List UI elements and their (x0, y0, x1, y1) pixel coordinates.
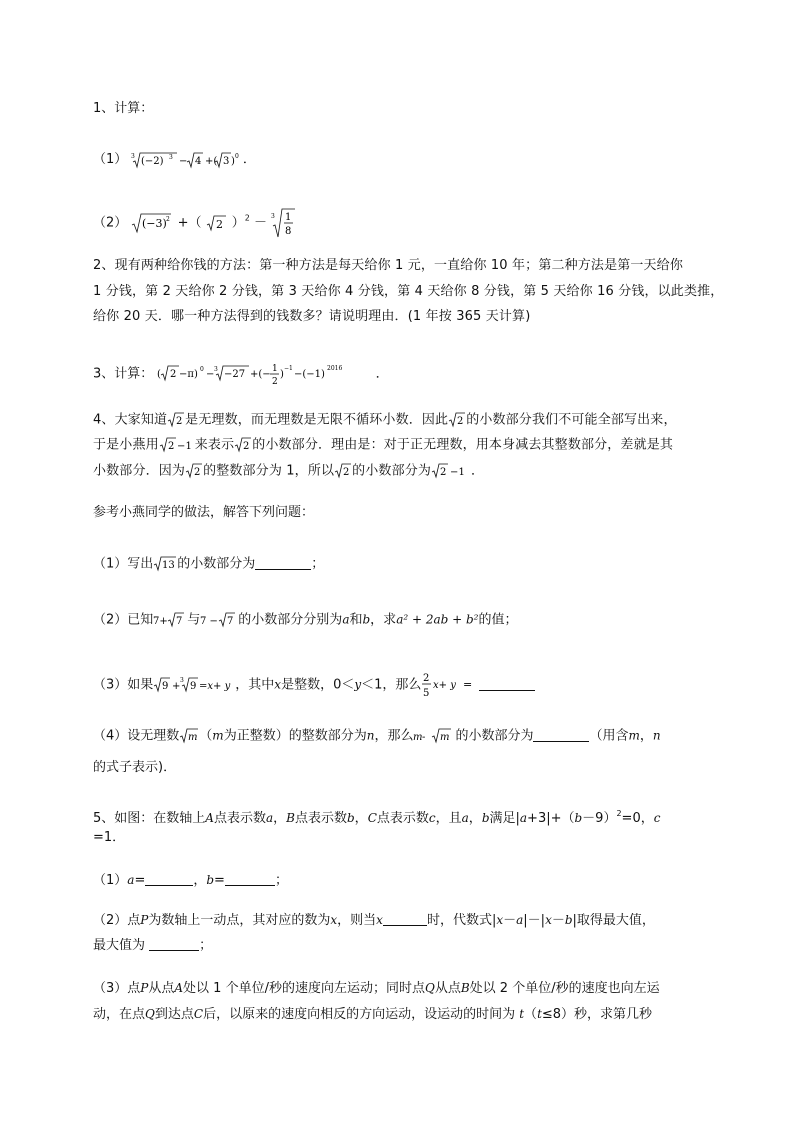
q5-sub1 (93, 872, 288, 889)
q4-s1-answer-blank[interactable] (255, 557, 311, 570)
q5-l1-h: ， (468, 811, 482, 826)
svg-text:0: 0 (200, 366, 205, 373)
var-m: m (628, 728, 640, 743)
q4-s4-e: 的小数部分为 (455, 728, 534, 744)
svg-text:3: 3 (271, 213, 275, 220)
sqrt13-icon (153, 555, 177, 573)
q4-s4-b: （ (199, 728, 213, 744)
q5-s1-d: = (214, 873, 225, 888)
svg-text:1: 1 (285, 212, 292, 223)
q4-l1-a: 4、大家知道 (93, 412, 168, 428)
q4-line3 (93, 462, 484, 480)
var-P: P (140, 981, 149, 995)
svg-text:−1: −1 (176, 441, 192, 452)
svg-text:+(: +( (205, 156, 218, 167)
svg-text:−1: −1 (284, 365, 294, 372)
sqrt2-icon (334, 462, 352, 480)
var-a: a (516, 913, 524, 927)
q1-part1-tail: ． (242, 152, 256, 167)
svg-text:7: 7 (227, 616, 234, 627)
q5-s1-a: （1） (93, 873, 128, 888)
q1-part2 (93, 206, 297, 240)
q5-s1-b: = (134, 873, 146, 888)
var-x: x (376, 913, 383, 927)
var-b: b (564, 913, 573, 927)
q4-l3-d: ． (471, 463, 485, 479)
q5-s1-c: ， (193, 873, 207, 888)
q5-s2-g: － (551, 913, 565, 928)
var-c: c (653, 811, 661, 825)
svg-text:7+: 7+ (153, 616, 169, 627)
var-C: C (367, 811, 377, 825)
seven-plus-sqrt7-icon (153, 611, 187, 629)
svg-text:3: 3 (180, 677, 185, 684)
var-B: B (286, 811, 295, 825)
m-minus-sqrt-m-svg (413, 727, 455, 745)
var-t: t (519, 1007, 525, 1021)
var-x: x (274, 677, 282, 692)
q5-l1-a: 5、如图：在数轴上 (93, 811, 206, 826)
q5-l1-k: －9） (582, 811, 617, 826)
s3-expression-svg (153, 676, 235, 694)
sqrt2-minus1-icon (159, 436, 195, 454)
q5-s2-e: － (503, 913, 517, 928)
var-a: a (519, 811, 528, 825)
q2-line2: 1 分钱，第 2 天给你 2 分钱，第 3 天给你 4 分钱，第 4 天给你 8 分钱，第 5 天给你 16 分钱，以此类推， (93, 284, 724, 299)
q5-s2-f: |－| (523, 913, 546, 928)
svg-text:m: m (188, 732, 198, 743)
q4-l2-b: 来表示 (194, 437, 235, 453)
svg-text:2: 2 (170, 369, 177, 380)
svg-text:2: 2 (272, 377, 279, 387)
q4-s4-answer-blank[interactable] (533, 729, 589, 742)
q5-s2-line2: 最大值为 (93, 938, 146, 953)
q5-l1-i: 满足| (489, 811, 520, 826)
var-b: b (206, 873, 215, 887)
q4-s4-c: 为正整数）的整数部分为 (223, 728, 367, 744)
q5-l1-e: ， (354, 811, 368, 826)
var-b: b (481, 811, 490, 825)
svg-text:2: 2 (423, 673, 430, 684)
q5-l1-c: ， (273, 811, 287, 826)
svg-text:m: m (440, 732, 450, 743)
q4-line1 (93, 411, 677, 429)
svg-text:+(−: +(− (250, 369, 272, 380)
svg-text:3: 3 (223, 156, 230, 167)
q5-l1-f: 点表示数 (376, 811, 429, 826)
var-b: b (346, 811, 355, 825)
svg-text:(−2): (−2) (141, 156, 164, 167)
q5-l1-l: =0， (621, 811, 654, 826)
q4-s2-c: 的小数部分分别为 (238, 612, 343, 628)
svg-text:x+ y: x+ y (433, 680, 457, 691)
svg-text:−27: −27 (224, 369, 246, 380)
svg-text:5: 5 (423, 688, 430, 699)
var-x: x (545, 913, 552, 927)
var-n: n (366, 728, 375, 743)
q4-s3-c: 是整数，0＜ (281, 677, 355, 693)
q5-a-answer-blank[interactable] (145, 873, 193, 886)
q5-s2-d: 时，代数式| (426, 913, 497, 928)
var-C: C (193, 1007, 204, 1021)
seven-minus-sqrt7-icon (200, 611, 238, 629)
sqrt2-icon (167, 411, 185, 429)
q4-s2-f: 的值； (478, 612, 518, 628)
q4-s2-a: （2）已知 (93, 612, 154, 628)
q1-expr2c-svg (271, 206, 297, 240)
q4-line2 (93, 436, 673, 454)
svg-text:): ) (231, 156, 236, 167)
svg-text:−1: −1 (450, 467, 466, 478)
q1-part2-minus: － (254, 215, 268, 231)
svg-text:-: - (422, 732, 426, 743)
q1-heading: 1、计算： (93, 101, 154, 116)
q5-line1 (93, 806, 660, 827)
var-b: b (574, 811, 583, 825)
var-x: x (330, 913, 338, 927)
q5-sub3-line2 (93, 1006, 652, 1023)
q4-sub3 (93, 670, 535, 700)
svg-text:8: 8 (285, 226, 292, 237)
sqrt2-minus1-icon (431, 462, 471, 480)
svg-text:2: 2 (457, 416, 464, 427)
svg-text:0: 0 (235, 153, 240, 160)
q4-s3-d: ＜1，那么 (361, 677, 422, 693)
q4-l1-b: 是无理数，而无理数是无限不循环小数．因此 (185, 412, 449, 428)
q4-s4-g: ， (639, 728, 653, 744)
svg-text:m: m (413, 732, 423, 743)
q4-s3-a: （3）如果 (93, 677, 154, 693)
svg-text:(−3): (−3) (142, 217, 168, 230)
q1-part2-close: ） (231, 215, 245, 231)
q5-s3-l1-c: 处以 1 个单位/秒的速度向左运动；同时点 (183, 981, 425, 996)
q5-s3-l2-b: 到达点 (154, 1007, 194, 1022)
svg-text:4: 4 (195, 156, 202, 167)
svg-text:−: − (179, 156, 188, 167)
q4-s3-b: ，其中 (235, 677, 275, 693)
q4-l2-c: 的小数部分．理由是：对于正无理数，用本身减去其整数部分，差就是其 (252, 437, 674, 453)
var-A: A (174, 981, 184, 995)
svg-text:3: 3 (169, 154, 174, 161)
q1-part2-plus: +（ (177, 215, 202, 231)
q5-s2-end: ； (199, 938, 213, 953)
svg-text:=x+ y: =x+ y (199, 681, 231, 692)
q1-expr2b-svg (206, 213, 228, 233)
q5-sub2-line2 (93, 938, 212, 954)
svg-text:−(−1): −(−1) (294, 369, 326, 380)
q5-b-answer-blank[interactable] (225, 873, 275, 886)
q1-expr2a-svg (131, 211, 173, 235)
q5-s3-l1-e: 处以 2 个单位/秒的速度也向左运 (469, 981, 660, 996)
q5-s3-l1-a: （3）点 (93, 981, 141, 996)
q4-s4-f: （用含 (589, 728, 629, 744)
svg-text:−π): −π) (179, 369, 199, 380)
var-a: a (265, 811, 274, 825)
q5-s3-l2-d: （ (524, 1007, 538, 1022)
q1-part2-label: （2） (93, 215, 128, 231)
q4-sub1 (93, 555, 324, 573)
svg-text:=: = (463, 678, 473, 691)
sqrt2-icon (448, 411, 466, 429)
var-a: a (342, 612, 350, 627)
q5-sub3-line1 (93, 980, 660, 997)
svg-text:7 −: 7 − (200, 616, 219, 627)
q5-s2-a: （2）点 (93, 913, 141, 928)
q1-part1 (93, 150, 256, 170)
q5-s3-l1-b: 从点 (148, 981, 175, 996)
svg-text:2: 2 (176, 416, 183, 427)
var-x: x (496, 913, 504, 927)
q5-s2-b: 为数轴上一动点，其对应的数为 (148, 913, 331, 928)
q3-tail: ． (375, 366, 389, 382)
svg-text:3: 3 (131, 153, 136, 160)
q5-max-answer-blank[interactable] (149, 938, 199, 951)
q5-exp: 2 (616, 809, 622, 818)
svg-text:−: − (206, 369, 215, 380)
q5-s1-e: ； (274, 873, 288, 888)
svg-text:2: 2 (166, 216, 171, 223)
svg-text:2: 2 (440, 467, 447, 478)
a2-expression: a² + 2ab + b² (396, 612, 479, 627)
var-a: a (127, 873, 135, 887)
svg-text:2: 2 (215, 218, 223, 231)
q4-s4-d: ，那么 (374, 728, 414, 744)
q1-part2-exp: 2 (244, 213, 250, 223)
svg-text:2: 2 (243, 441, 250, 452)
var-n: n (652, 728, 661, 743)
q4-s3-answer-blank[interactable] (479, 678, 535, 691)
svg-text:9: 9 (162, 681, 169, 692)
q4-s1-c: ； (311, 556, 325, 572)
var-Q: Q (145, 1007, 155, 1021)
svg-text:7: 7 (176, 616, 183, 627)
var-P: P (140, 913, 149, 927)
q5-l1-d: 点表示数 (294, 811, 347, 826)
q5-l1-j: +3|+（ (527, 811, 575, 826)
q5-s3-l1-d: 从点 (434, 981, 461, 996)
q4-s2-b: 与 (187, 612, 201, 628)
q5-s3-l2-e: ≤8）秒，求第几秒 (541, 1007, 653, 1022)
var-a: a (461, 811, 469, 825)
svg-text:13: 13 (162, 560, 176, 571)
q1-expr1-svg (131, 150, 239, 170)
q3-row (93, 360, 389, 388)
q2-line3: 给你 20 天．哪一种方法得到的钱数多？请说明理由．(1 年按 365 天计算) (93, 309, 531, 324)
svg-text:3: 3 (214, 366, 219, 373)
sqrt-m-icon (179, 727, 199, 745)
q5-s2-h: |取得最大值， (572, 913, 655, 928)
q5-sub2 (93, 912, 655, 929)
q1-expr1 (131, 153, 243, 166)
svg-text:(: ( (157, 369, 162, 380)
var-m: m (212, 728, 224, 743)
q5-s2-answer-blank[interactable] (383, 913, 427, 926)
q4-s1-a: （1）写出 (93, 556, 154, 572)
q4-s4-a: （4）设无理数 (93, 728, 180, 744)
q4-ref: 参考小燕同学的做法，解答下列问题： (93, 505, 315, 520)
svg-text:1: 1 (272, 364, 279, 374)
q4-l2-a: 于是小燕用 (93, 437, 159, 453)
q4-sub2 (93, 611, 518, 629)
q4-sub4 (93, 727, 661, 745)
var-t: t (537, 1007, 542, 1021)
q4-sub4-line2: 的式子表示)． (93, 760, 177, 775)
q5-line2: =1． (93, 830, 126, 845)
var-B: B (460, 981, 470, 995)
var-y: y (354, 677, 362, 692)
svg-text:2: 2 (343, 467, 350, 478)
q5-l1-g: ，且 (435, 811, 462, 826)
svg-text:2: 2 (167, 441, 175, 452)
var-A: A (205, 811, 214, 825)
q5-s3-l2-c: 后，以原来的速度向相反的方向运动，设运动的时间为 (203, 1007, 516, 1022)
q2-line1: 2、现有两种给你钱的方法：第一种方法是每天给你 1 元，一直给你 10 年；第二种方法是第一天给你 (93, 258, 683, 273)
q5-s3-l2-a: 动，在点 (93, 1007, 146, 1022)
q1-part1-label: （1） (93, 152, 128, 167)
svg-text:+: + (172, 681, 181, 692)
var-Q: Q (424, 981, 435, 995)
var-c: c (428, 811, 436, 825)
q3-expr-svg (157, 360, 371, 388)
sqrt2-icon (185, 462, 203, 480)
svg-text:): ) (280, 369, 285, 380)
q4-l1-c: 的小数部分我们不可能全部写出来， (466, 412, 677, 428)
q5-s2-c: ，则当 (337, 913, 377, 928)
q4-l3-a: 小数部分．因为 (93, 463, 186, 479)
svg-text:2: 2 (194, 467, 201, 478)
var-b: b (362, 612, 371, 627)
sqrt2-icon (234, 436, 252, 454)
q4-s1-b: 的小数部分为 (177, 556, 256, 572)
q4-l3-b: 的整数部分为 1，所以 (203, 463, 335, 479)
q4-s2-e: ，求 (370, 612, 397, 628)
q4-s2-d: 和 (349, 612, 363, 628)
svg-text:9: 9 (190, 681, 197, 692)
q4-l3-c: 的小数部分为 (352, 463, 432, 479)
q3-heading: 3、计算： (93, 366, 154, 382)
q5-l1-b: 点表示数 (213, 811, 266, 826)
svg-text:2016: 2016 (327, 365, 343, 372)
s3-fraction-svg (421, 670, 479, 700)
